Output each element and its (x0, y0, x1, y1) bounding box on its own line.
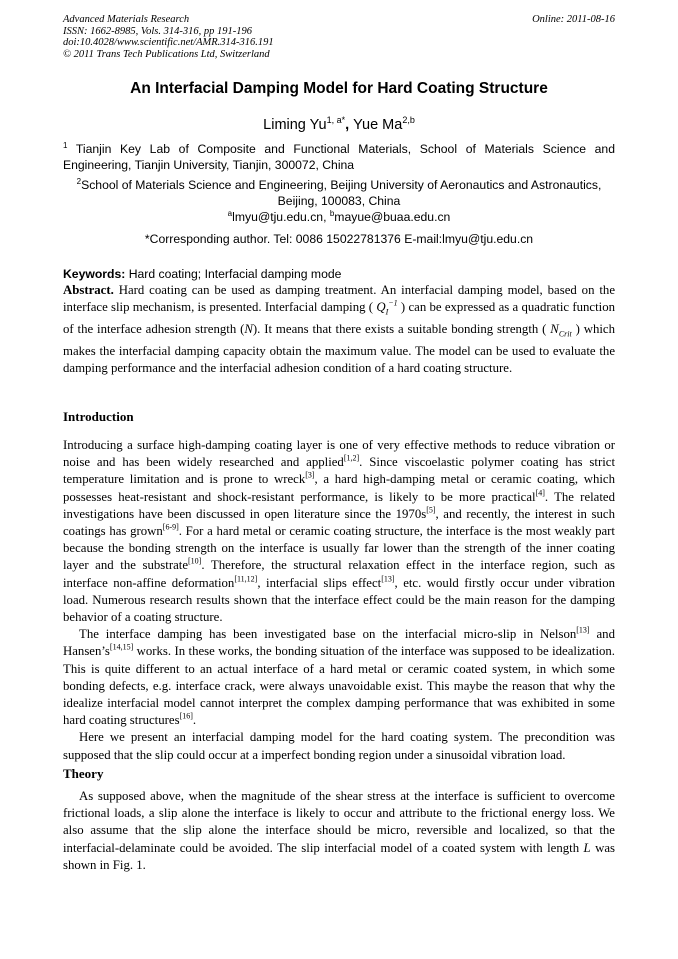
affiliation-1-text: Tianjin Key Lab of Composite and Functional Materials, School of Materials Science and Engineering, Tianjin University, Tianjin, 300072, China (63, 142, 615, 173)
email-b: mayue@buaa.edu.cn (334, 210, 451, 225)
q-symbol: $Q_I^{-1}$ (376, 298, 398, 317)
ncrit-symbol: $N_{Crit}$ (550, 321, 572, 339)
author-1: Liming Yu (263, 116, 327, 133)
journal-header (63, 14, 615, 60)
copyright: © 2011 Trans Tech Publications Ltd, Switzerland (63, 48, 270, 60)
author-line (40, 115, 638, 133)
affiliation-2 (63, 174, 615, 209)
theory-body (63, 788, 615, 874)
author-1-sup: 1, a* (326, 115, 346, 125)
theory-paragraph-1: As supposed above, when the magnitude of the shear stress at the interface is sufficient to overcome frictional loads, a slip alone the interface is likely to occur and attribute to the frictional energy loss. We also assume that the slip alone the interface should be micro, reversible and localized, so that the interfacial-delaminate could be avoided. The slip interfacial model of a coated system with length L was shown in Fig. 1. (63, 789, 615, 872)
affiliation-1-num: 1 (63, 141, 68, 150)
online-date: Online: 2011-08-16 (532, 14, 615, 25)
header-left (63, 14, 274, 60)
journal-name: Advanced Materials Research (63, 14, 190, 25)
intro-paragraph-2: The interface damping has been investigated base on the interfacial micro-slip in Nelson[13] and Hansen’s[14,15] works. In these works, the bonding situation of the interface was supposed to be idealization. This is quite different to an actual interface of a hard metal or ceramic coated system, in which some bonding defects, e.g. interface crack, were always unavoidable exist. This maybe the reason that why the idealize interfacial model cannot interpret the complex damping performance that was exhibited in some hard coating structures[16]. (63, 625, 615, 728)
introduction-body (63, 437, 615, 764)
keywords-label: Keywords: (63, 267, 126, 281)
email-a: lmyu@tju.edu.cn, (232, 210, 330, 225)
author-2: Yue Ma (353, 116, 403, 133)
section-heading-introduction: Introduction (63, 409, 134, 424)
intro-paragraph-3: Here we present an interfacial damping model for the hard coating system. The precondition was supposed that the slip could occur at a imperfect bonding region under a sinusoidal vibration load. (63, 730, 615, 762)
keywords (63, 267, 615, 281)
paper-title: An Interfacial Damping Model for Hard Coating Structure (130, 80, 548, 97)
abstract: Abstract. Hard coating can be used as damping treatment. An interfacial damping model, based on the interface slip mechanism, is presented. Interfacial damping ( $Q_I^{-1}$ ) can be expressed as a quadratic function of the interface adhesion strength (N). It means that there exists a suitable bonding strength ( $N_{Crit}$ ) which makes the interfacial damping capacity obtain the maximum value. The model can be used to evaluate the damping performance and the interfacial adhesion condition of a hard coating structure. (63, 283, 616, 375)
corresponding-author: *Corresponding author. Tel: 0086 15022781376 E-mail:lmyu@tju.edu.cn (144, 232, 534, 246)
emails: $^a$lmyu@tju.edu.cn, $^b$mayue@buaa.edu.cn (227, 209, 451, 225)
abstract-label: Abstract. (63, 283, 114, 297)
author-separator: , (345, 116, 354, 133)
affiliation-2-num: 2 (76, 177, 82, 186)
author-2-sup: 2,b (402, 115, 415, 125)
affiliation-1 (63, 138, 615, 173)
doi: doi:10.4028/www.scientific.net/AMR.314-316.191 (63, 37, 274, 48)
issn: ISSN: 1662-8985, Vols. 314-316, pp 191-196 (63, 25, 252, 37)
keywords-text: Hard coating; Interfacial damping mode (125, 267, 342, 281)
affiliation-2-line1: $^2$School of Materials Science and Engineering, Beijing University of Aeronautics and Astronautics, (76, 177, 602, 193)
affiliation-2-line2: Beijing, 100083, China (277, 194, 401, 209)
intro-paragraph-1: Introducing a surface high-damping coating layer is one of very effective methods to reduce vibration or noise and has been widely researched and applied[1,2]. Since viscoelastic polymer coating has strict temperature limitation and is prone to wreck[3], a hard high-damping metal or ceramic coating, which possesses heat-resistant and shock-resistant performance, is likely to be more practical[4]. The related investigations have been discussed in open literature since the 1970s[5], and recently, the interest in such coatings has grown[6-9]. For a hard metal or ceramic coating structure, the interface is the most weakly part because the bonding strength on the interface is usually far lower than the strength of the inner coating layer and the substrate[10]. Therefore, the structural relaxation effect in the interface region, such as interface non-affine deformation[11,12], interfacial slips effect[13], etc. would firstly occur under vibration load. Numerous research results shown that the interface effect could be the main reason for the damping behavior of a coating structure. (63, 438, 616, 625)
section-heading-theory: Theory (63, 766, 104, 781)
